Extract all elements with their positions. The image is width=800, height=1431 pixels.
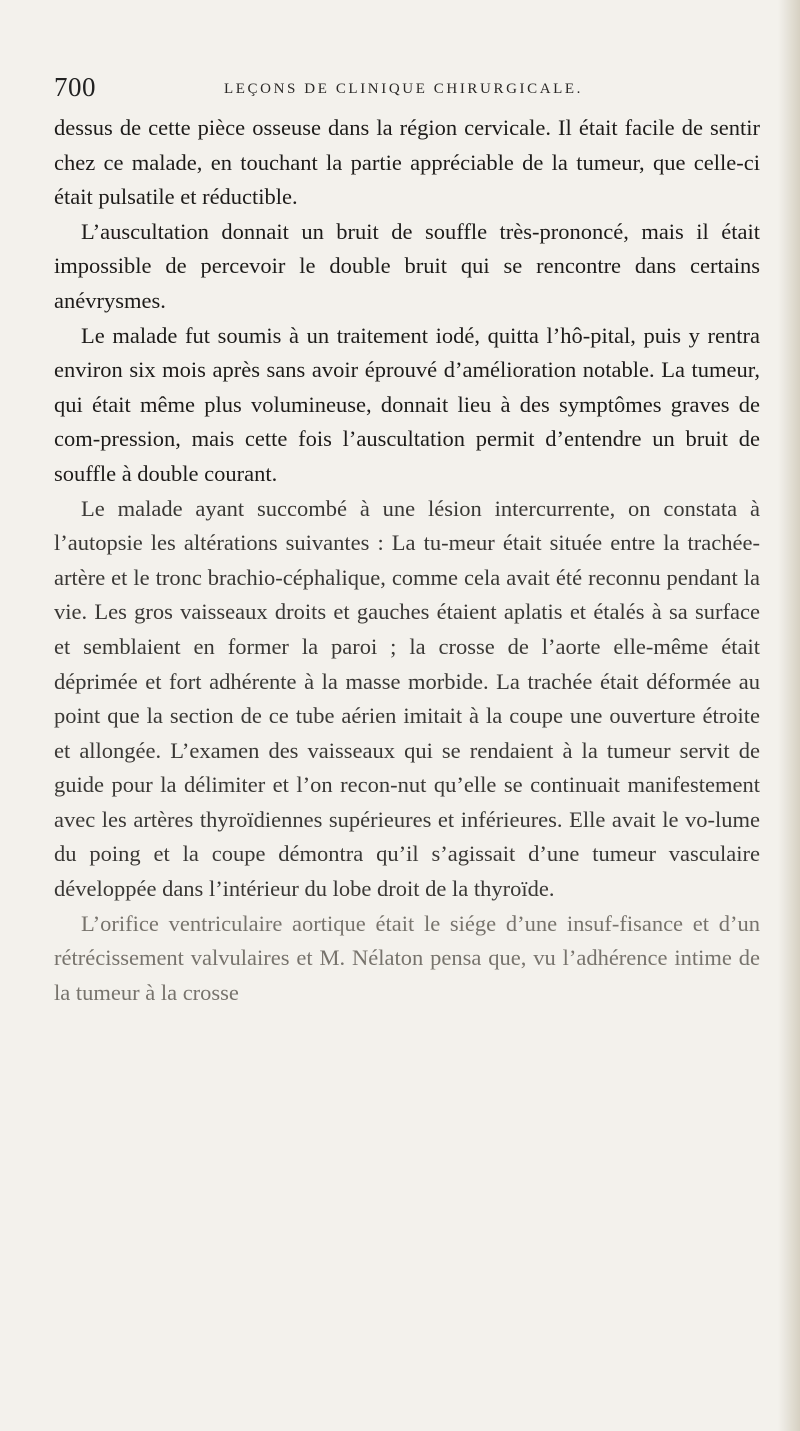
paragraph-2: L’auscultation donnait un bruit de souffle très-prononcé, mais il était impossible de percevoir le double bruit qui se rencontre dans certains anévrysmes. bbox=[54, 218, 760, 313]
page-number: 700 bbox=[54, 72, 96, 102]
running-head bbox=[54, 72, 754, 108]
paragraph-5: L’orifice ventriculaire aortique était le siége d’une insuf-fisance et d’un rétrécissement valvulaires et M. Nélaton pensa que, vu l’adhérence intime de la tumeur à la crosse bbox=[54, 910, 760, 1005]
body-text bbox=[54, 111, 760, 1010]
running-title: LEÇONS DE CLINIQUE CHIRURGICALE. bbox=[224, 81, 584, 97]
paragraph-3: Le malade fut soumis à un traitement iodé, quitta l’hô-pital, puis y rentra environ six mois après sans avoir éprouvé d’amélioration notable. La tumeur, qui était même plus volumineuse, donnait lieu à des symptômes graves de com-pression, mais cette fois l’auscultation permit d’entendre un bruit de souffle à double courant. bbox=[54, 322, 760, 486]
paragraph-4: Le malade ayant succombé à une lésion intercurrente, on constata à l’autopsie les altérations suivantes : La tu-meur était située entre la trachée-artère et le tronc brachio-céphalique, comme cela avait été reconnu pendant la vie. Les gros vaisseaux droits et gauches étaient aplatis et étalés à sa surface et semblaient en former la paroi ; la crosse de l’aorte elle-même était déprimée et fort adhérente à la masse morbide. La trachée était déformée au point que la section de ce tube aérien imitait à la coupe une ouverture étroite et allongée. L’examen des vaisseaux qui se rendaient à la tumeur servit de guide pour la délimiter et l’on recon-nut qu’elle se continuait manifestement avec les artères thyroïdiennes supérieures et inférieures. Elle avait le vo-lume du poing et la coupe démontra qu’il s’agissait d’une tumeur vasculaire développée dans l’intérieur du lobe droit de la thyroïde. bbox=[54, 495, 760, 902]
paragraph-1: dessus de cette pièce osseuse dans la région cervicale. Il était facile de sentir chez ce malade, en touchant la partie appréciable de la tumeur, que celle-ci était pulsatile et réductible. bbox=[54, 115, 760, 210]
page-edge-shadow bbox=[778, 0, 800, 1431]
